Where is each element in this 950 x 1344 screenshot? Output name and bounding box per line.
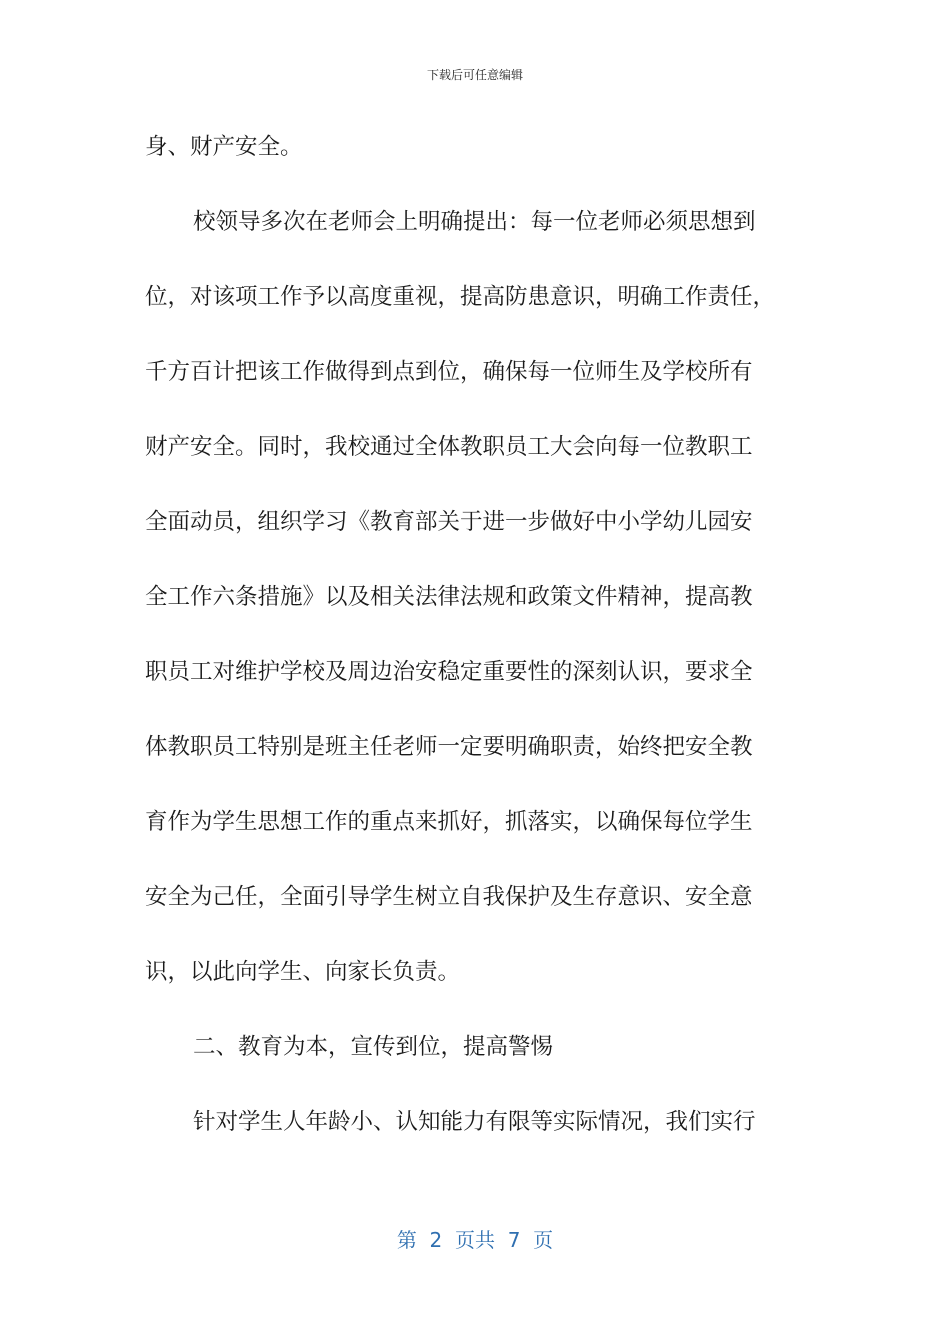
- body-line: 识，以此向学生、向家长负责。: [145, 959, 461, 985]
- body-line: 千方百计把该工作做得到点到位，确保每一位师生及学校所有: [145, 359, 753, 385]
- body-line: 身、财产安全。: [145, 134, 303, 160]
- page-number-footer: 第 2 页共 7 页: [396, 1228, 554, 1252]
- body-line: 育作为学生思想工作的重点来抓好，抓落实，以确保每位学生: [145, 809, 753, 835]
- section-heading: 二、教育为本，宣传到位，提高警惕: [193, 1034, 554, 1060]
- paragraph-start-line: 针对学生人年龄小、认知能力有限等实际情况，我们实行: [193, 1109, 756, 1135]
- body-line: 全面动员，组织学习《教育部关于进一步做好中小学幼儿园安: [145, 509, 753, 535]
- document-body: [145, 125, 795, 1175]
- body-line: 安全为己任，全面引导学生树立自我保护及生存意识、安全意: [145, 884, 753, 910]
- body-line: 财产安全。同时，我校通过全体教职员工大会向每一位教职工: [145, 434, 753, 460]
- paragraph-start-line: 校领导多次在老师会上明确提出：每一位老师必须思想到: [193, 209, 756, 235]
- body-line: 全工作六条措施》以及相关法律法规和政策文件精神，提高教: [145, 584, 753, 610]
- body-line: 体教职员工特别是班主任老师一定要明确职责，始终把安全教: [145, 734, 753, 760]
- page-header-note: 下载后可任意编辑: [426, 68, 523, 82]
- body-line: 位，对该项工作予以高度重视，提高防患意识，明确工作责任，: [145, 284, 776, 310]
- body-line: 职员工对维护学校及周边治安稳定重要性的深刻认识，要求全: [145, 659, 753, 685]
